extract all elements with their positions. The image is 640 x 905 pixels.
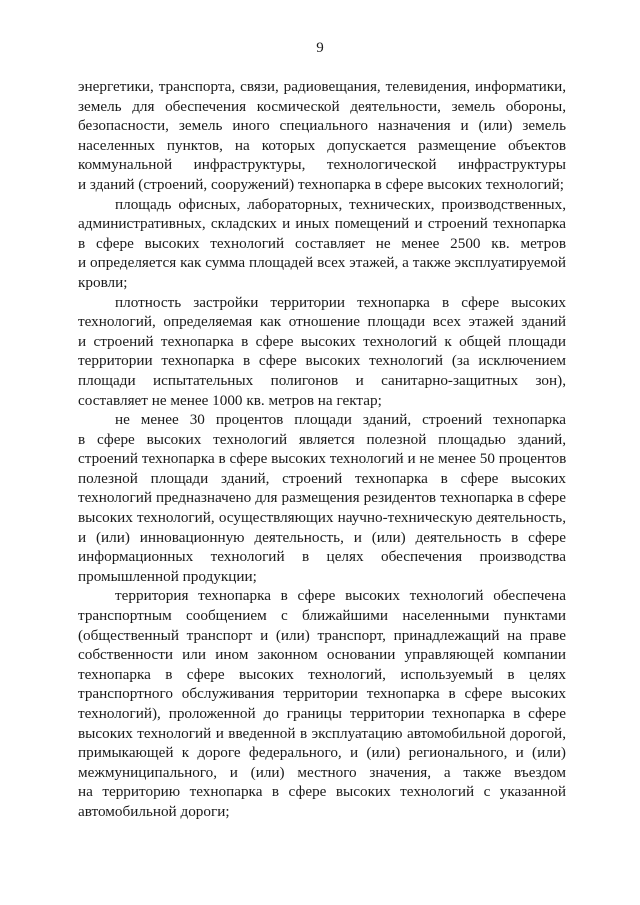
text-line: примыкающей к дороге федерального, и (или) регионального, и (или) (78, 744, 566, 762)
text-line: на территорию технопарка в сфере высоких технологий с указанной (78, 783, 566, 801)
text-line: площади испытательных полигонов и санитарно-защитных зон), (78, 371, 566, 389)
text-line: автомобильной дороги; (78, 802, 230, 820)
text-line: безопасности, земель иного специального назначения и (или) земель (78, 117, 566, 135)
text-line: технологий предназначено для размещения резидентов технопарка в сфере (78, 489, 566, 507)
text-line: собственности или ином законном основании управляющей компании (78, 646, 566, 664)
text-line: не менее 30 процентов площади зданий, строений технопарка (115, 411, 566, 429)
text-line: и определяется как сумма площадей всех этажей, а также эксплуатируемой (78, 254, 566, 272)
text-line: строений технопарка в сфере высоких технологий и не менее 50 процентов (78, 450, 567, 468)
text-line: плотность застройки территории технопарка в сфере высоких (115, 293, 566, 311)
text-line: межмуниципального, и (или) местного значения, а также въездом (78, 763, 566, 781)
text-line: (общественный транспорт и (или) транспорт, принадлежащий на праве (78, 626, 566, 644)
text-line: и строений технопарка в сфере высоких технологий к общей площади (78, 332, 566, 350)
text-line: транспортного обслуживания территории технопарка в сфере высоких (78, 685, 566, 703)
text-line: административных, складских и иных помещений и строений технопарка (78, 215, 566, 233)
text-line: промышленной продукции; (78, 567, 257, 585)
text-line: и зданий (строений, сооружений) технопарка в сфере высоких технологий; (78, 175, 565, 193)
text-line: высоких технологий и введенной в эксплуатацию автомобильной дорогой, (78, 724, 566, 742)
text-line: площадь офисных, лабораторных, технических, производственных, (115, 195, 566, 213)
text-line: населенных пунктов, на которых допускается размещение объектов (78, 136, 566, 154)
text-line: коммунальной инфраструктуры, технологической инфраструктуры (78, 156, 566, 174)
paragraph (78, 293, 566, 411)
text-line: территория технопарка в сфере высоких технологий обеспечена (115, 587, 566, 605)
paragraph (78, 77, 566, 195)
text-line: информационных технологий в целях обеспечения производства (78, 548, 566, 566)
text-line: территории технопарка в сфере высоких технологий (за исключением (78, 352, 566, 370)
paragraph (78, 410, 566, 586)
text-line: энергетики, транспорта, связи, радиовещания, телевидения, информатики, (78, 78, 566, 95)
text-line: полезной площади зданий, строений технопарка в сфере высоких (78, 469, 566, 487)
text-line: технологий, определяемая как отношение площади всех этажей зданий (78, 313, 566, 331)
text-line: высоких технологий, осуществляющих научно-техническую деятельность, (78, 509, 566, 527)
text-line: технопарка в сфере высоких технологий, используемый в целях (78, 665, 566, 683)
text-line: транспортным сообщением с ближайшими населенными пунктами (78, 607, 566, 625)
text-line: кровли; (78, 273, 128, 291)
paragraph (78, 195, 566, 293)
text-line: технологий), проложенной до границы территории технопарка в сфере (78, 705, 566, 722)
text-line: в сфере высоких технологий является полезной площадью зданий, (78, 430, 566, 448)
page-number: 9 (316, 40, 324, 56)
document-body (78, 77, 566, 822)
text-line: земель для обеспечения космической деятельности, земель обороны, (78, 97, 566, 115)
paragraph (78, 586, 566, 821)
text-line: составляет не менее 1000 кв. метров на гектар; (78, 391, 382, 409)
text-line: и (или) инновационную деятельность, и (или) деятельность в сфере (78, 528, 566, 546)
text-line: в сфере высоких технологий составляет не менее 2500 кв. метров (78, 234, 566, 252)
